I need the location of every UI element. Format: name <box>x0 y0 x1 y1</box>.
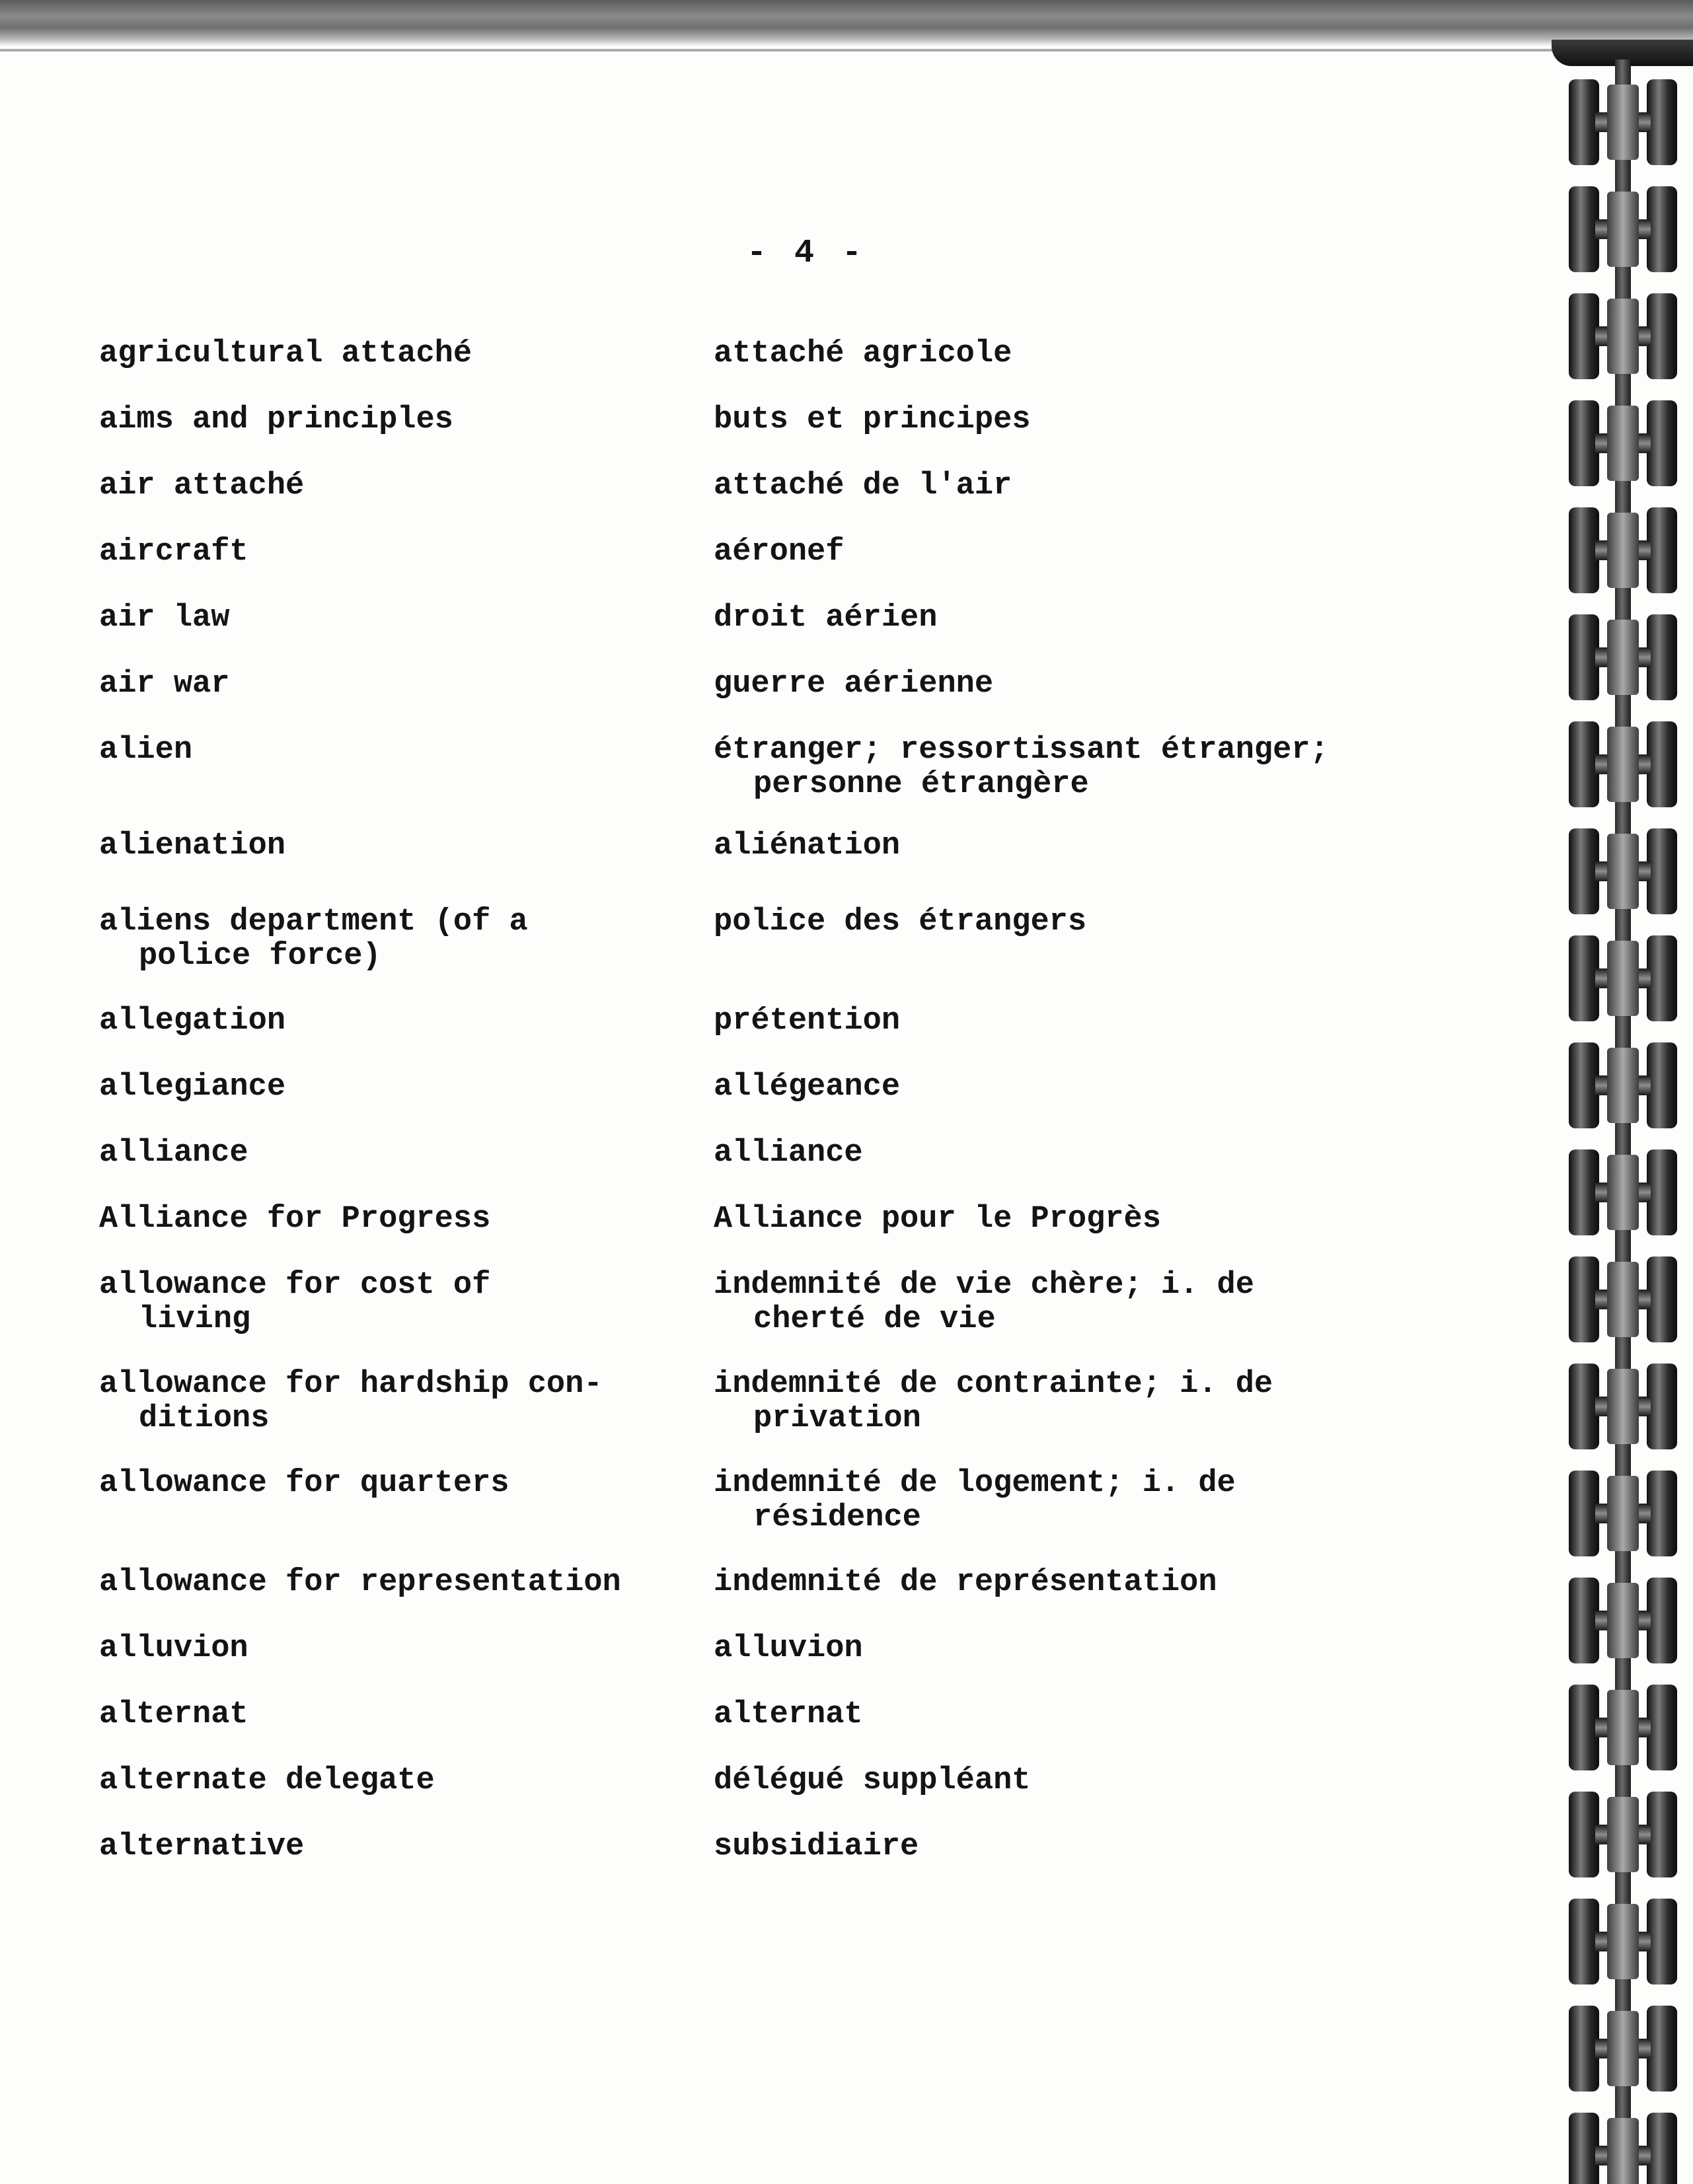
english-term <box>99 1202 681 1237</box>
english-term-line: air law <box>99 601 230 636</box>
english-term-line: alienation <box>99 828 286 863</box>
french-term <box>714 1698 1454 1732</box>
english-term <box>99 1367 681 1436</box>
french-term-line: attaché agricole <box>714 336 1012 371</box>
english-term-line: allegation <box>99 1003 286 1038</box>
french-term-line: aliénation <box>714 828 901 863</box>
english-term-line: allowance for cost of <box>99 1268 491 1303</box>
english-term <box>99 1004 681 1038</box>
french-term-line: attaché de l'air <box>714 468 1012 503</box>
english-term-line: allowance for representation <box>99 1565 621 1600</box>
french-term <box>714 337 1454 371</box>
binding-coil <box>1569 293 1677 379</box>
french-term-line: alliance <box>714 1136 863 1171</box>
english-term <box>99 1764 681 1798</box>
french-term <box>714 1202 1454 1237</box>
english-term <box>99 1268 681 1337</box>
english-term <box>99 1830 681 1864</box>
french-term <box>714 601 1454 636</box>
french-term-line: résidence <box>753 1500 921 1535</box>
binding-coil <box>1569 1899 1677 1984</box>
binding-coil <box>1569 1578 1677 1663</box>
french-term <box>714 469 1454 503</box>
english-term-line: alliance <box>99 1136 248 1171</box>
binding-coil <box>1569 1792 1677 1877</box>
english-term <box>99 337 681 371</box>
binding-coil <box>1569 1149 1677 1235</box>
page-edge-line <box>0 49 1599 52</box>
french-term-line: droit aérien <box>714 601 938 636</box>
french-term-line: allégeance <box>714 1070 901 1105</box>
english-term <box>99 469 681 503</box>
french-term-line: guerre aérienne <box>714 667 994 702</box>
binding-coil <box>1569 186 1677 272</box>
french-term-line: indemnité de contrainte; i. de <box>714 1367 1273 1402</box>
french-term <box>714 1764 1454 1798</box>
french-term <box>714 1566 1454 1600</box>
binding-coil <box>1569 1042 1677 1128</box>
binding-coil <box>1569 935 1677 1021</box>
english-term-line: Alliance for Progress <box>99 1202 491 1237</box>
english-term-line: allowance for quarters <box>99 1466 509 1501</box>
binding-coil <box>1569 507 1677 593</box>
french-term <box>714 403 1454 437</box>
binding-coil <box>1569 721 1677 807</box>
french-term-line: étranger; ressortissant étranger; <box>714 733 1329 768</box>
spiral-binding <box>1552 0 1693 2184</box>
english-term-line: aliens department (of a <box>99 904 528 939</box>
english-term-line: allegiance <box>99 1070 286 1105</box>
english-term <box>99 733 681 768</box>
english-term-line: aims and principles <box>99 402 453 437</box>
french-term-line: police des étrangers <box>714 904 1087 939</box>
english-term <box>99 1136 681 1171</box>
french-term <box>714 667 1454 702</box>
french-term-line: buts et principes <box>714 402 1031 437</box>
english-term <box>99 1070 681 1105</box>
english-term <box>99 1566 681 1600</box>
french-term <box>714 905 1454 939</box>
binding-coil <box>1569 400 1677 486</box>
english-term-line: agricultural attaché <box>99 336 472 371</box>
english-term <box>99 1467 681 1501</box>
english-term <box>99 403 681 437</box>
binding-coil <box>1569 828 1677 914</box>
english-term <box>99 829 681 863</box>
english-term-line: alternate delegate <box>99 1763 435 1798</box>
french-term-line: indemnité de vie chère; i. de <box>714 1268 1254 1303</box>
binding-coil <box>1569 79 1677 165</box>
french-term-line: cherté de vie <box>753 1302 996 1337</box>
english-term-line: alluvion <box>99 1631 248 1666</box>
french-term-line: Alliance pour le Progrès <box>714 1202 1161 1237</box>
french-term-line: alternat <box>714 1697 863 1732</box>
english-term <box>99 1698 681 1732</box>
english-term-line: alternat <box>99 1697 248 1732</box>
french-term <box>714 1367 1454 1436</box>
english-term <box>99 905 681 974</box>
french-term <box>714 1467 1454 1535</box>
english-term-line: police force) <box>139 939 381 974</box>
english-term-line: living <box>139 1302 251 1337</box>
page-number: - 4 - <box>746 235 866 272</box>
french-term-line: délégué suppléant <box>714 1763 1031 1798</box>
english-term <box>99 1632 681 1666</box>
french-term-line: aéronef <box>714 534 845 569</box>
french-term-line: personne étrangère <box>753 767 1089 802</box>
french-term <box>714 1004 1454 1038</box>
english-term-line: aircraft <box>99 534 248 569</box>
binding-coil <box>1569 1364 1677 1449</box>
french-term <box>714 1070 1454 1105</box>
english-term <box>99 601 681 636</box>
french-term <box>714 1268 1454 1337</box>
english-term-line: alternative <box>99 1829 305 1864</box>
french-term-line: privation <box>753 1401 921 1436</box>
scanned-top-edge <box>0 0 1693 46</box>
english-term-line: alien <box>99 733 193 768</box>
english-term-line: air attaché <box>99 468 305 503</box>
french-term <box>714 535 1454 569</box>
english-term-line: ditions <box>139 1401 270 1436</box>
french-term-line: alluvion <box>714 1631 863 1666</box>
french-term <box>714 1830 1454 1864</box>
english-term <box>99 535 681 569</box>
binding-coil <box>1569 2006 1677 2092</box>
binding-coil <box>1569 2113 1677 2184</box>
binding-coil <box>1569 1685 1677 1770</box>
english-term <box>99 667 681 702</box>
binding-coil <box>1569 614 1677 700</box>
english-term-line: air war <box>99 667 230 702</box>
binding-coil <box>1569 1256 1677 1342</box>
binding-coil <box>1569 1471 1677 1556</box>
english-term-line: allowance for hardship con- <box>99 1367 603 1402</box>
french-term-line: indemnité de logement; i. de <box>714 1466 1236 1501</box>
french-term <box>714 1136 1454 1171</box>
french-term-line: prétention <box>714 1003 901 1038</box>
french-term <box>714 733 1454 802</box>
french-term-line: subsidiaire <box>714 1829 919 1864</box>
french-term <box>714 829 1454 863</box>
french-term-line: indemnité de représentation <box>714 1565 1217 1600</box>
french-term <box>714 1632 1454 1666</box>
